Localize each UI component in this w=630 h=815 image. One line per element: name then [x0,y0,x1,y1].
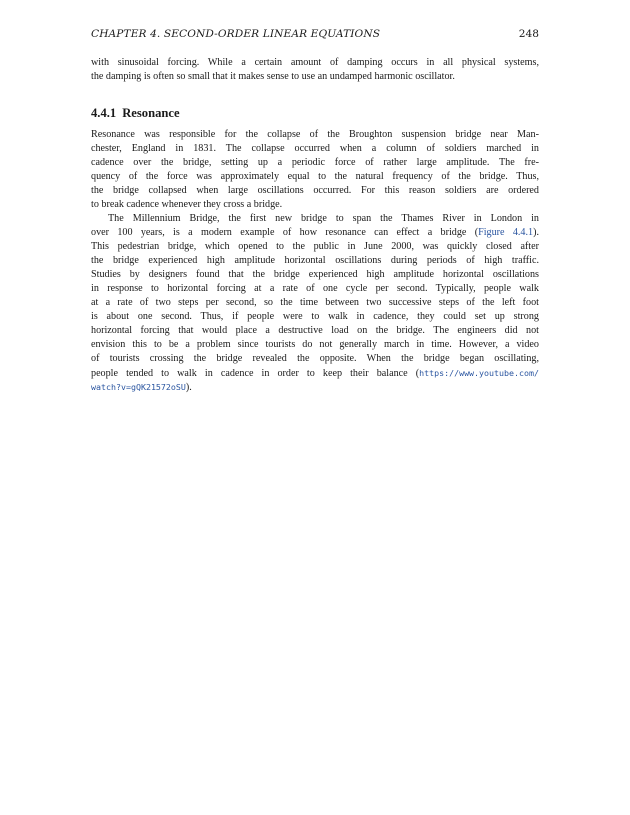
video-url-link[interactable]: watch?v=gQK21572oSU [91,382,186,392]
text-span: people tended to walk in cadence in order to keep their balance ( [91,368,420,379]
text-line: envision this to be a problem since tourists do not generally march in time. However, a video [91,339,539,350]
section-number: 4.4.1 [91,106,117,120]
text-line: the bridge experienced high amplitude horizontal oscillations during periods of high traffic. [91,255,539,266]
chapter-title: CHAPTER 4. SECOND-ORDER LINEAR EQUATIONS [91,28,381,40]
section-title: Resonance [122,106,180,120]
figure-reference-link[interactable]: Figure 4.4.1 [478,227,534,238]
text-line: in response to horizontal forcing at a rate of one cycle per second. Typically, people walk [91,283,539,294]
text-line: cadence over the bridge, setting up a periodic force of rather large amplitude. The fre- [91,157,539,168]
text-line: the bridge collapsed when large oscillations occurred. For this reason soldiers are ordered [91,185,539,196]
text-span: over 100 years, is a modern example of how resonance can effect a bridge ( [91,227,479,238]
text-line: Resonance was responsible for the collapse of the Broughton suspension bridge near Man- [91,129,539,140]
section-heading [91,105,180,121]
text-line: to break cadence whenever they cross a bridge. [91,199,283,210]
text-line: Studies by designers found that the bridge experienced high amplitude horizontal oscillations [91,269,539,280]
text-line: The Millennium Bridge, the first new bridge to span the Thames River in London in [108,213,539,224]
text-line [91,380,539,394]
page-number: 248 [518,28,539,40]
text-line: is about one second. Thus, if people were to walk in cadence, they could set up strong [91,311,539,322]
text-line: of tourists crossing the bridge revealed the opposite. When the bridge began oscillating, [91,353,539,364]
text-span: ). [533,227,539,238]
running-header [91,27,539,41]
text-line [91,226,539,240]
text-line: with sinusoidal forcing. While a certain amount of damping occurs in all physical systems, [91,57,539,68]
text-span: ). [185,382,192,393]
text-line: quency of the force was approximately equal to the natural frequency of the bridge. Thus, [91,171,539,182]
text-line: at a rate of two steps per second, so the time between two successive steps of the left foot [91,297,539,308]
text-line: This pedestrian bridge, which opened to the public in June 2000, was quickly closed after [91,241,539,252]
text-line: chester, England in 1831. The collapse occurred when a column of soldiers marched in [91,143,539,154]
text-line: the damping is often so small that it makes sense to use an undamped harmonic oscillator. [91,71,455,82]
text-line: horizontal forcing that would place a destructive load on the bridge. The engineers did not [91,325,539,336]
video-url-link[interactable]: https://www.youtube.com/ [419,368,539,378]
text-line [91,366,539,380]
